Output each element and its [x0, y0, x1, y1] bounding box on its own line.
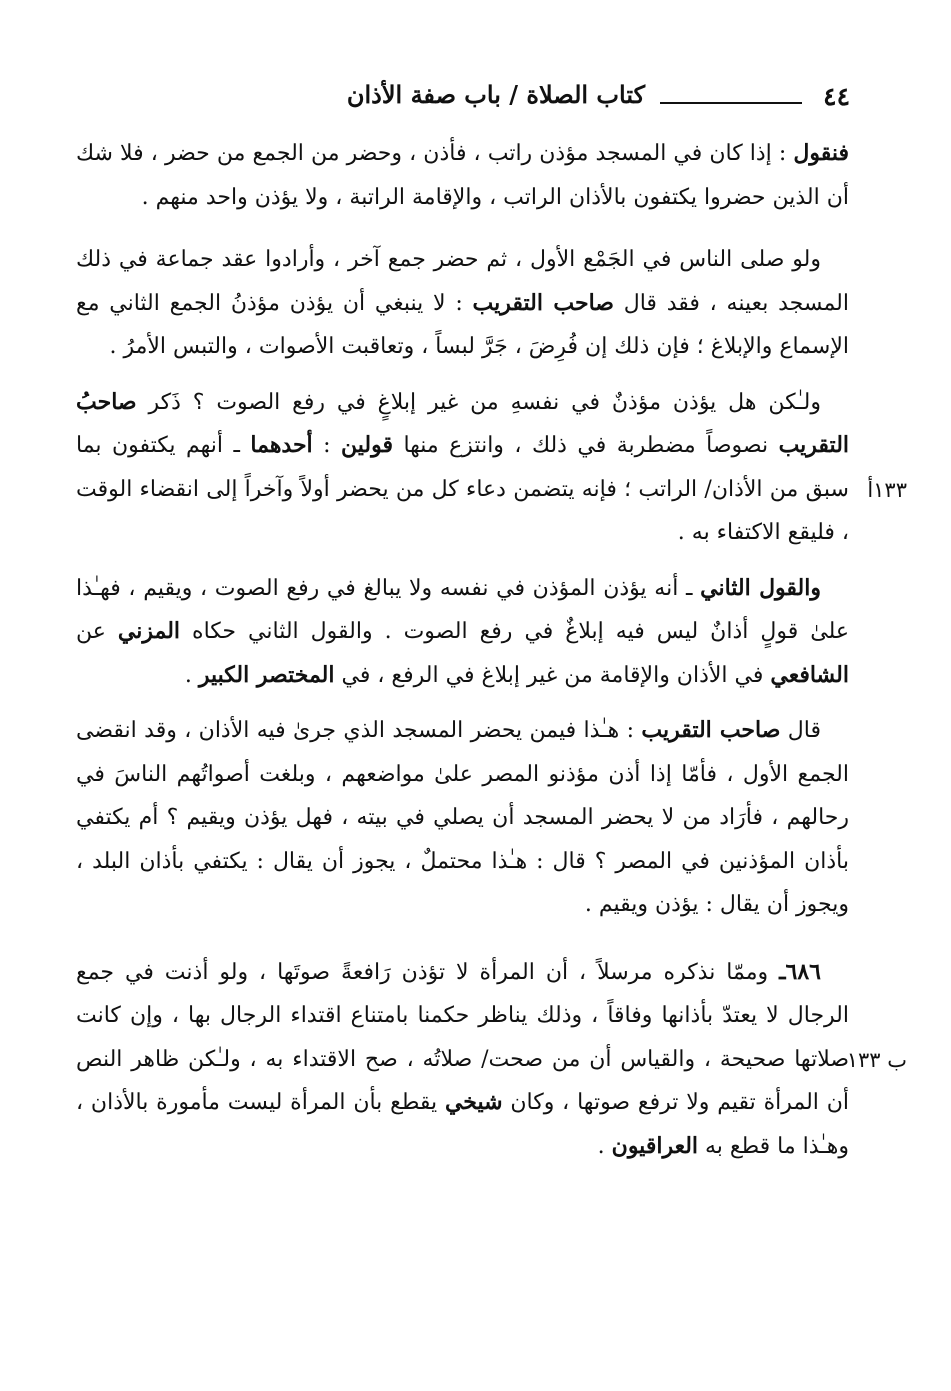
- cited-author: الشافعي: [770, 661, 849, 688]
- paragraph-text: : هـٰذا فيمن يحضر المسجد الذي جرىٰ فيه الأذان ، وقد انقضى الجمع الأول ، فأمّا إذا أذن مؤذنو المصر علىٰ مواضعهم ، وبلغت أصواتُهم الناسَ في رحالهم ، فأرَاد من لا يحضر المسجد أن يصلي في بيته ، فهل يؤذن ويقيم ؟ أم يكتفي بأذان المؤذنين في المصر ؟ قال : هـٰذا محتملٌ ، يجوز أن يقال : يكتفي بأذان البلد ، ويجوز أن يقال : يؤذن ويقيم .: [76, 718, 849, 917]
- bold-term: أحدهما: [250, 432, 313, 458]
- cited-author: شيخي: [444, 1089, 503, 1115]
- cited-author: صاحب التقريب: [472, 289, 614, 316]
- running-title: كتاب الصلاة / باب صفة الأذان: [346, 80, 645, 109]
- paragraph-text: ـ أنه يؤذن المؤذن في نفسه ولا يبالغ في رفع الصوت ، ويقيم ، فهـٰذا علىٰ قولٍ أذانٌ ليس فيه إبلاغٌ في رفع الصوت . والقول الثاني حكاه: [76, 575, 849, 644]
- paragraph-3: [76, 381, 907, 555]
- page-number: ٤٤: [823, 82, 850, 111]
- cited-book: المختصر الكبير: [198, 661, 335, 688]
- page-header: [70, 78, 850, 118]
- paragraph-text: عن: [76, 619, 118, 644]
- paragraph-5: [76, 709, 849, 927]
- paragraph-text: ولو صلى الناس في الجَمْع الأول ، ثم حضر جمع آخر ، وأرادوا عقد جماعة في ذلك المسجد بعينه ، فقد قال: [76, 247, 849, 316]
- paragraph-text: : لا ينبغي أن يؤذن مؤذنُ الجمع الثاني مع الإسماع والإبلاغ ؛ فإن ذلك إن فُرِضَ ، جَرَّ لبساً ، وتعاقبت الأصوات ، والتبس الأمرُ .: [76, 290, 849, 359]
- paragraph-text: يقطع بأن المرأة ليست مأمورة بالأذان ، وهـٰذا ما قطع به: [76, 1090, 849, 1159]
- manuscript-folio-ref: ١٣٣أ: [867, 477, 907, 502]
- paragraph-2: [76, 238, 849, 369]
- paragraph-text: في الأذان والإقامة من غير إبلاغ في الرفع ، في: [334, 662, 771, 688]
- paragraph-text: وممّا نذكره مرسلاً ، أن المرأة لا تؤذن رَافعةً صوتَها ، ولو أذنت في جمع الرجال لا يعتدّ بأذانها وفاقاً ، وذلك يناظر حكمنا بامتناع اقتداء الرجال بها ، وإن كانت صلاتها صحيحة ، والقياس أن من صحت/ صلاتُه ، صح الاقتداء به ، ولـٰكن ظاهر النص أن المرأة تقيم ولا ترفع صوتها ، وكان: [76, 959, 850, 1115]
- paragraph-text: .: [597, 1133, 612, 1159]
- cited-group: العراقيون: [611, 1132, 699, 1159]
- paragraph-text: ـ أنهم يكتفون بما سبق من الأذان/ الراتب ؛ فإنه يتضمن دعاء كل من يحضر أولاً وآخراً إلى انقضاء الوقت ، فليقع الاكتفاء به .: [76, 433, 849, 545]
- paragraph-text: : إذا كان في المسجد مؤذن راتب ، فأذن ، وحضر من الجمع من حضر ، فلا شك أن الذين حضروا يكتفون بالأذان الراتب ، والإقامة الراتبة ، ولا يؤذن واحد منهم .: [76, 141, 849, 210]
- bold-term: قولين: [341, 432, 393, 458]
- paragraph-4: [76, 567, 849, 698]
- section-number: ٦٨٦ـ: [779, 958, 821, 985]
- bold-term: والقول الثاني: [700, 574, 821, 601]
- header-rule: [660, 102, 802, 104]
- paragraph-text: ولـٰكن هل يؤذن مؤذنٌ في نفسهِ من غير إبلاغٍ في رفع الصوت ؟ ذَكر: [136, 389, 821, 415]
- page-body: [76, 132, 907, 1168]
- paragraph-text: قال: [780, 718, 821, 743]
- cited-author: صاحبُ التقريب: [76, 388, 850, 458]
- lead-term: فنقول: [793, 140, 849, 166]
- manuscript-folio-ref: ب ١٣٣: [846, 1047, 907, 1072]
- cited-author: صاحب التقريب: [641, 717, 781, 743]
- paragraph-6: [76, 951, 907, 1169]
- paragraph-1: [76, 132, 849, 219]
- paragraph-text: .: [184, 662, 199, 688]
- cited-author: المزني: [117, 618, 181, 644]
- paragraph-text: نصوصاً مضطربة في ذلك ، وانتزع منها: [393, 433, 779, 458]
- paragraph-text: :: [312, 433, 342, 458]
